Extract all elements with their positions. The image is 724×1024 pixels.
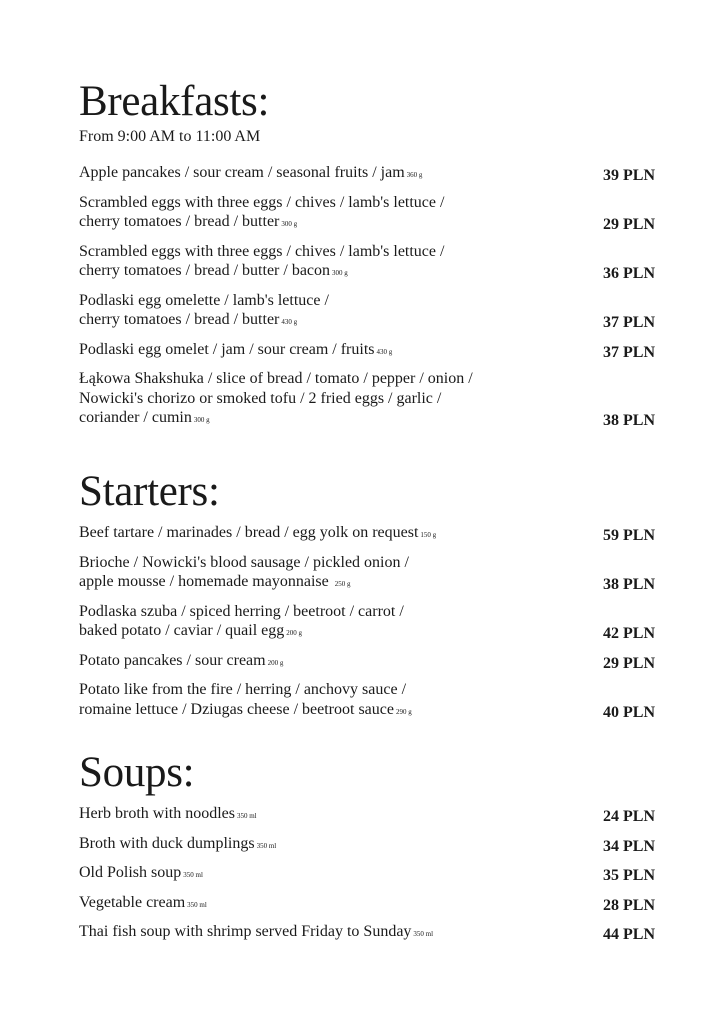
- item-description: cherry tomatoes / bread / butter 300 g: [79, 213, 298, 230]
- item-description: Potato pancakes / sour cream 200 g: [79, 651, 284, 669]
- item-weight: 150 g: [420, 531, 437, 539]
- item-weight: 350 ml: [256, 841, 277, 850]
- item-price: 28 PLN: [603, 896, 655, 914]
- menu-item: [79, 680, 655, 722]
- item-price: 59 PLN: [603, 527, 655, 544]
- item-weight: 250 g: [334, 580, 351, 588]
- item-price: 38 PLN: [603, 576, 655, 593]
- item-price: 38 PLN: [603, 412, 655, 429]
- item-description: Apple pancakes / sour cream / seasonal fruits / jam 360 g: [79, 164, 423, 181]
- menu-item: [79, 523, 655, 546]
- section-title: Breakfasts:: [79, 78, 270, 125]
- menu-item: [79, 369, 655, 431]
- menu-item: [79, 804, 655, 827]
- section-title: Soups:: [79, 749, 195, 796]
- section-soups: [79, 751, 655, 945]
- section-subtitle: From 9:00 AM to 11:00 AM: [79, 128, 261, 145]
- item-description: Łąkowa Shakshuka / slice of bread / tomato / pepper / onion /: [79, 370, 473, 387]
- item-weight: 300 g: [281, 220, 298, 228]
- item-weight: 360 g: [406, 171, 423, 179]
- section-starters: [79, 470, 655, 722]
- item-weight: 350 ml: [187, 900, 207, 909]
- item-description: Nowicki's chorizo or smoked tofu / 2 fried eggs / garlic /: [79, 389, 442, 407]
- item-weight: 350 ml: [413, 930, 434, 938]
- item-description: Scrambled eggs with three eggs / chives / lamb's lettuce /: [79, 242, 445, 260]
- item-description: apple mousse / homemade mayonnaise 250 g: [79, 573, 351, 590]
- item-price: 35 PLN: [603, 867, 655, 884]
- item-weight: 350 ml: [183, 871, 203, 879]
- item-description: Vegetable cream 350 ml: [79, 893, 207, 911]
- menu-item: [79, 340, 655, 363]
- item-weight: 430 g: [376, 347, 393, 356]
- section-breakfasts: [79, 80, 655, 431]
- item-description: Podlaski egg omelette / lamb's lettuce /: [79, 291, 329, 309]
- item-description: coriander / cumin 300 g: [79, 409, 210, 426]
- item-price: 37 PLN: [603, 343, 655, 361]
- item-weight: 300 g: [193, 416, 210, 424]
- item-description: Beef tartare / marinades / bread / egg yolk on request 150 g: [79, 524, 437, 541]
- item-weight: 200 g: [267, 658, 284, 667]
- item-weight: 430 g: [281, 318, 298, 326]
- menu-item: [79, 553, 655, 595]
- item-price: 42 PLN: [603, 625, 655, 642]
- item-price: 36 PLN: [603, 265, 655, 282]
- item-price: 40 PLN: [603, 703, 655, 721]
- item-description: Old Polish soup 350 ml: [79, 864, 203, 881]
- item-description: Podlaski egg omelet / jam / sour cream / fruits 430 g: [79, 340, 393, 358]
- item-description: Herb broth with noodles 350 ml: [79, 805, 257, 822]
- item-price: 24 PLN: [603, 808, 655, 825]
- item-description: Scrambled eggs with three eggs / chives / lamb's lettuce /: [79, 193, 445, 211]
- menu-item: [79, 893, 655, 916]
- menu-item: [79, 922, 655, 945]
- item-description: Broth with duck dumplings 350 ml: [79, 834, 277, 852]
- item-weight: 290 g: [395, 707, 412, 716]
- menu-item: [79, 863, 655, 886]
- item-description: Potato like from the fire / herring / anchovy sauce /: [79, 681, 407, 698]
- menu-item: [79, 834, 655, 857]
- item-price: 39 PLN: [603, 167, 655, 184]
- item-description: Thai fish soup with shrimp served Friday to Sunday 350 ml: [79, 923, 434, 940]
- section-title: Starters:: [79, 468, 220, 515]
- item-weight: 200 g: [286, 629, 303, 637]
- item-description: cherry tomatoes / bread / butter / bacon 300 g: [79, 262, 348, 279]
- item-description: baked potato / caviar / quail egg 200 g: [79, 622, 303, 639]
- item-description: Podlaska szuba / spiced herring / beetroot / carrot /: [79, 602, 404, 620]
- item-price: 37 PLN: [603, 314, 655, 331]
- item-weight: 350 ml: [236, 812, 257, 820]
- item-price: 34 PLN: [603, 837, 655, 855]
- item-description: romaine lettuce / Dziugas cheese / beetroot sauce 290 g: [79, 700, 412, 718]
- item-weight: 300 g: [332, 269, 348, 277]
- menu-item: [79, 602, 655, 644]
- menu-item: [79, 163, 655, 186]
- menu-item: [79, 193, 655, 235]
- menu-item: [79, 242, 655, 284]
- item-description: cherry tomatoes / bread / butter 430 g: [79, 311, 298, 328]
- item-price: 29 PLN: [603, 654, 655, 672]
- menu-item: [79, 651, 655, 674]
- menu-item: [79, 291, 655, 333]
- item-price: 29 PLN: [603, 216, 655, 233]
- item-description: Brioche / Nowicki's blood sausage / pickled onion /: [79, 553, 409, 571]
- item-price: 44 PLN: [603, 926, 655, 943]
